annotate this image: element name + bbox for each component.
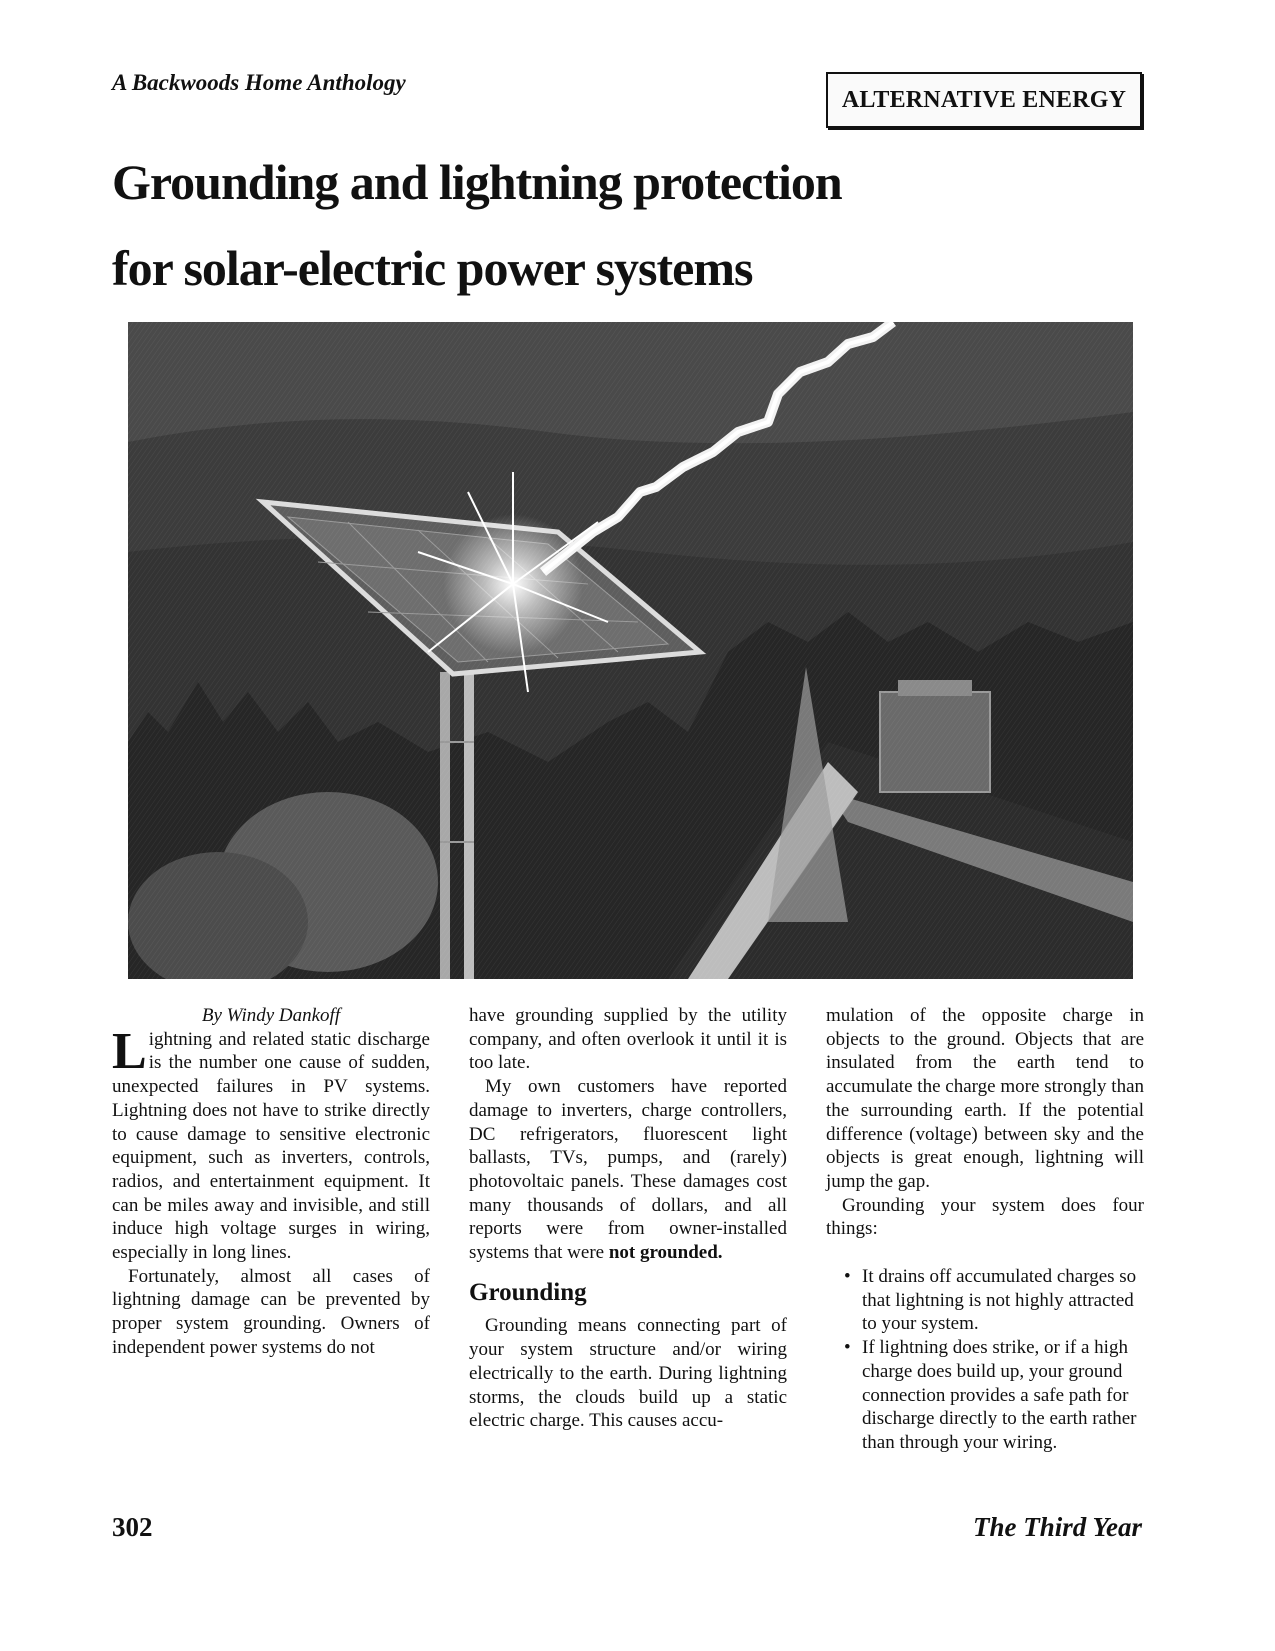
bullet-icon: • bbox=[844, 1266, 851, 1288]
subhead-grounding: Grounding bbox=[469, 1278, 587, 1306]
paragraph-utility: have grounding supplied by the utility company, and often overlook it until it is too late. bbox=[469, 1005, 787, 1074]
drop-cap: L bbox=[112, 1022, 147, 1080]
paragraph-intro bbox=[112, 1022, 430, 1265]
page-number: 302 bbox=[112, 1512, 153, 1542]
list-item: • If lightning does strike, or if a high charge does build up, your ground connection provides a safe path for discharge directly to the earth rather than through your wiring. bbox=[844, 1337, 1137, 1453]
paragraph-accumulation: mulation of the opposite charge in objects to the ground. Objects that are insulated from the earth tend to accumulate the charge more strongly than the surrounding earth. If the potential difference (voltage) between sky and the objects is great enough, lightning will jump the gap. bbox=[826, 1005, 1144, 1192]
running-head: A Backwoods Home Anthology bbox=[112, 70, 406, 95]
bullet-list bbox=[842, 1265, 1144, 1455]
paragraph-customers bbox=[469, 1075, 787, 1265]
emphasis-not-grounded: not grounded. bbox=[608, 1242, 723, 1264]
article-column-1 bbox=[112, 1004, 430, 1360]
article-column-2 bbox=[469, 1004, 787, 1433]
paragraph-four-things: Grounding your system does four things: bbox=[826, 1194, 1144, 1240]
list-item: • It drains off accumulated charges so that lightning is not highly attracted to your system. bbox=[844, 1266, 1137, 1335]
paragraph-fortunately: Fortunately, almost all cases of lightning damage can be prevented by proper system grounding. Owners of independent power systems do not bbox=[112, 1265, 430, 1358]
article-title-line2: for solar-electric power systems bbox=[112, 240, 753, 296]
lightning-illustration bbox=[128, 322, 1133, 979]
paragraph-customers-text: My own customers have reported damage to inverters, charge controllers, DC refrigerators, fluorescent light ballasts, TVs, pumps, and (rarely) photovoltaic panels. These damages cost many thousands of dollars, and all reports were from owner-installed systems that were bbox=[469, 1076, 787, 1264]
section-tag: ALTERNATIVE ENERGY bbox=[826, 72, 1142, 128]
paragraph-intro-text: ightning and related static discharge is the number one cause of sudden, unexpected failures in PV systems. Lightning does not have to strike directly to cause damage to sensitive electronic equipment, such as inverters, controls, radios, and entertainment equipment. It can be miles away and invisible, and still induce high voltage surges in wiring, especially in long lines. bbox=[112, 1028, 430, 1264]
byline: By Windy Dankoff bbox=[201, 1005, 341, 1026]
article-column-3 bbox=[826, 1004, 1144, 1455]
paragraph-grounding-means: Grounding means connecting part of your system structure and/or wiring electrically to the earth. During lightning storms, the clouds build up a static electric charge. This causes accu- bbox=[469, 1315, 787, 1432]
article-title-line1: Grounding and lightning protection bbox=[112, 154, 842, 210]
footer-book-title: The Third Year bbox=[972, 1512, 1142, 1542]
bullet-icon: • bbox=[844, 1337, 851, 1359]
